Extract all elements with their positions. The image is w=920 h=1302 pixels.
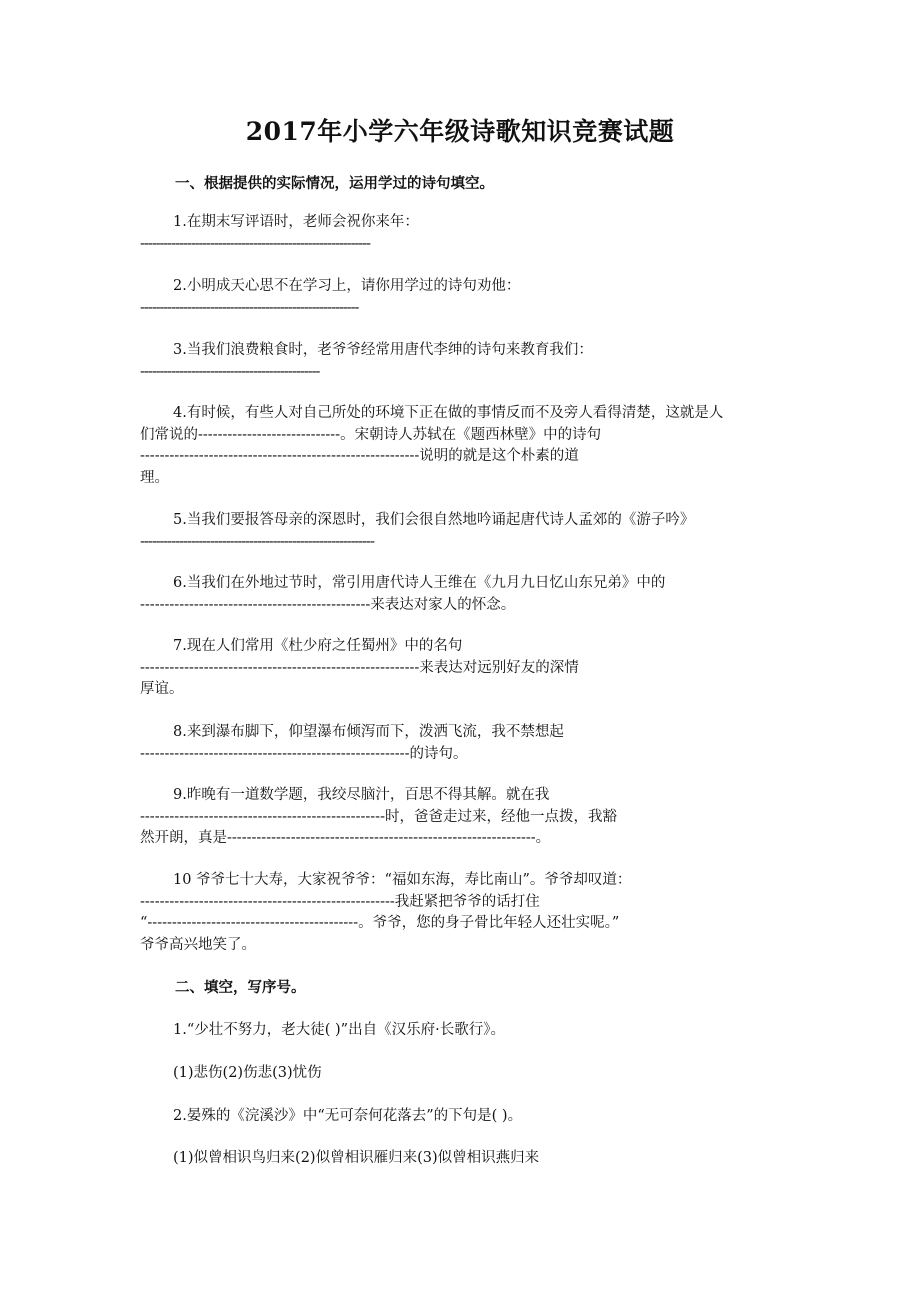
question-7 [140, 636, 785, 701]
section-2-question-1-options: (1)悲伤(2)伤悲(3)忧伤 [173, 1065, 322, 1081]
question-8 [140, 722, 785, 765]
question-5 [140, 510, 785, 553]
question-10 [140, 870, 785, 956]
question-10-text-cont: 爷爷高兴地笑了。 [140, 936, 256, 953]
question-9-text-cont: 然开朗，真是---------------------------------------------------------------。 [140, 830, 551, 846]
question-4-text-cont: 们常说的-----------------------------。宋朝诗人苏轼在《题西林壁》中的诗句 [140, 426, 602, 443]
answer-blank: ----------------------------------------------------------- [140, 235, 371, 252]
question-3 [140, 340, 785, 383]
question-7-text-cont: 厚谊。 [140, 681, 184, 697]
question-4-text-cont: ---------------------------------------------------------说明的就是这个朴素的道 [140, 448, 579, 464]
question-4 [140, 403, 785, 489]
question-5-text: 5.当我们要报答母亲的深恩时，我们会很自然地吟诵起唐代诗人孟郊的《游子吟》 [173, 512, 695, 528]
question-6-text-cont: -----------------------------------------------来表达对家人的怀念。 [140, 596, 516, 613]
question-3-text: 3.当我们浪费粮食时，老爷爷经常用唐代李绅的诗句来教育我们： [173, 342, 593, 358]
question-1-text: 1.在期末写评语时，老师会祝你来年： [173, 214, 419, 230]
question-6 [140, 573, 785, 616]
question-2 [140, 276, 785, 319]
question-7-text-cont: ---------------------------------------------------------来表达对远别好友的深情 [140, 659, 579, 676]
question-2-text: 2.小明成天心思不在学习上，请你用学过的诗句劝他： [173, 278, 521, 294]
question-7-text: 7.现在人们常用《杜少府之任蜀州》中的名句 [173, 638, 463, 654]
question-9 [140, 785, 785, 850]
answer-blank: -------------------------------------------------------- [140, 299, 359, 316]
question-9-text: 9.昨晚有一道数学题，我绞尽脑汁，百思不得其解。就在我 [173, 787, 550, 803]
section-2-question-2: 2.晏殊的《浣溪沙》中“无可奈何花落去”的下句是( )。 [173, 1108, 523, 1124]
section-1-heading: 一、根据提供的实际情况，运用学过的诗句填空。 [175, 175, 494, 192]
question-8-text-cont: -------------------------------------------------------的诗句。 [140, 745, 468, 762]
question-4-text-cont: 理。 [140, 469, 169, 486]
answer-blank: ------------------------------------------------------------ [140, 533, 374, 550]
section-2-question-1: 1.“少壮不努力，老大徒( )”出自《汉乐府·长歌行》。 [173, 1022, 505, 1038]
question-8-text: 8.来到瀑布脚下，仰望瀑布倾泻而下，泼洒飞流，我不禁想起 [173, 724, 564, 740]
page-title: 2017年小学六年级诗歌知识竞赛试题 [245, 117, 675, 146]
section-2-question-2-options: (1)似曾相识鸟归来(2)似曾相识雁归来(3)似曾相识燕归来 [173, 1150, 540, 1166]
question-10-text-cont: “-------------------------------------------。爷爷，您的身子骨比年轻人还壮实呢。” [140, 915, 620, 931]
answer-blank: ---------------------------------------------- [140, 363, 320, 380]
question-6-text: 6.当我们在外地过节时，常引用唐代诗人王维在《九月九日忆山东兄弟》中的 [173, 575, 666, 591]
question-9-text-cont: --------------------------------------------------时，爸爸走过来，经他一点拨，我豁 [140, 808, 617, 825]
section-2-heading: 二、填空，写序号。 [175, 979, 306, 996]
question-10-text-cont: ----------------------------------------------------我赶紧把爷爷的话打住 [140, 893, 540, 910]
question-1 [140, 212, 785, 255]
question-4-text: 4.有时候，有些人对自己所处的环境下正在做的事情反而不及旁人看得清楚，这就是人 [173, 405, 724, 421]
question-10-text: 10 爷爷七十大寿，大家祝爷爷：“福如东海，寿比南山”。爷爷却叹道： [173, 872, 632, 888]
